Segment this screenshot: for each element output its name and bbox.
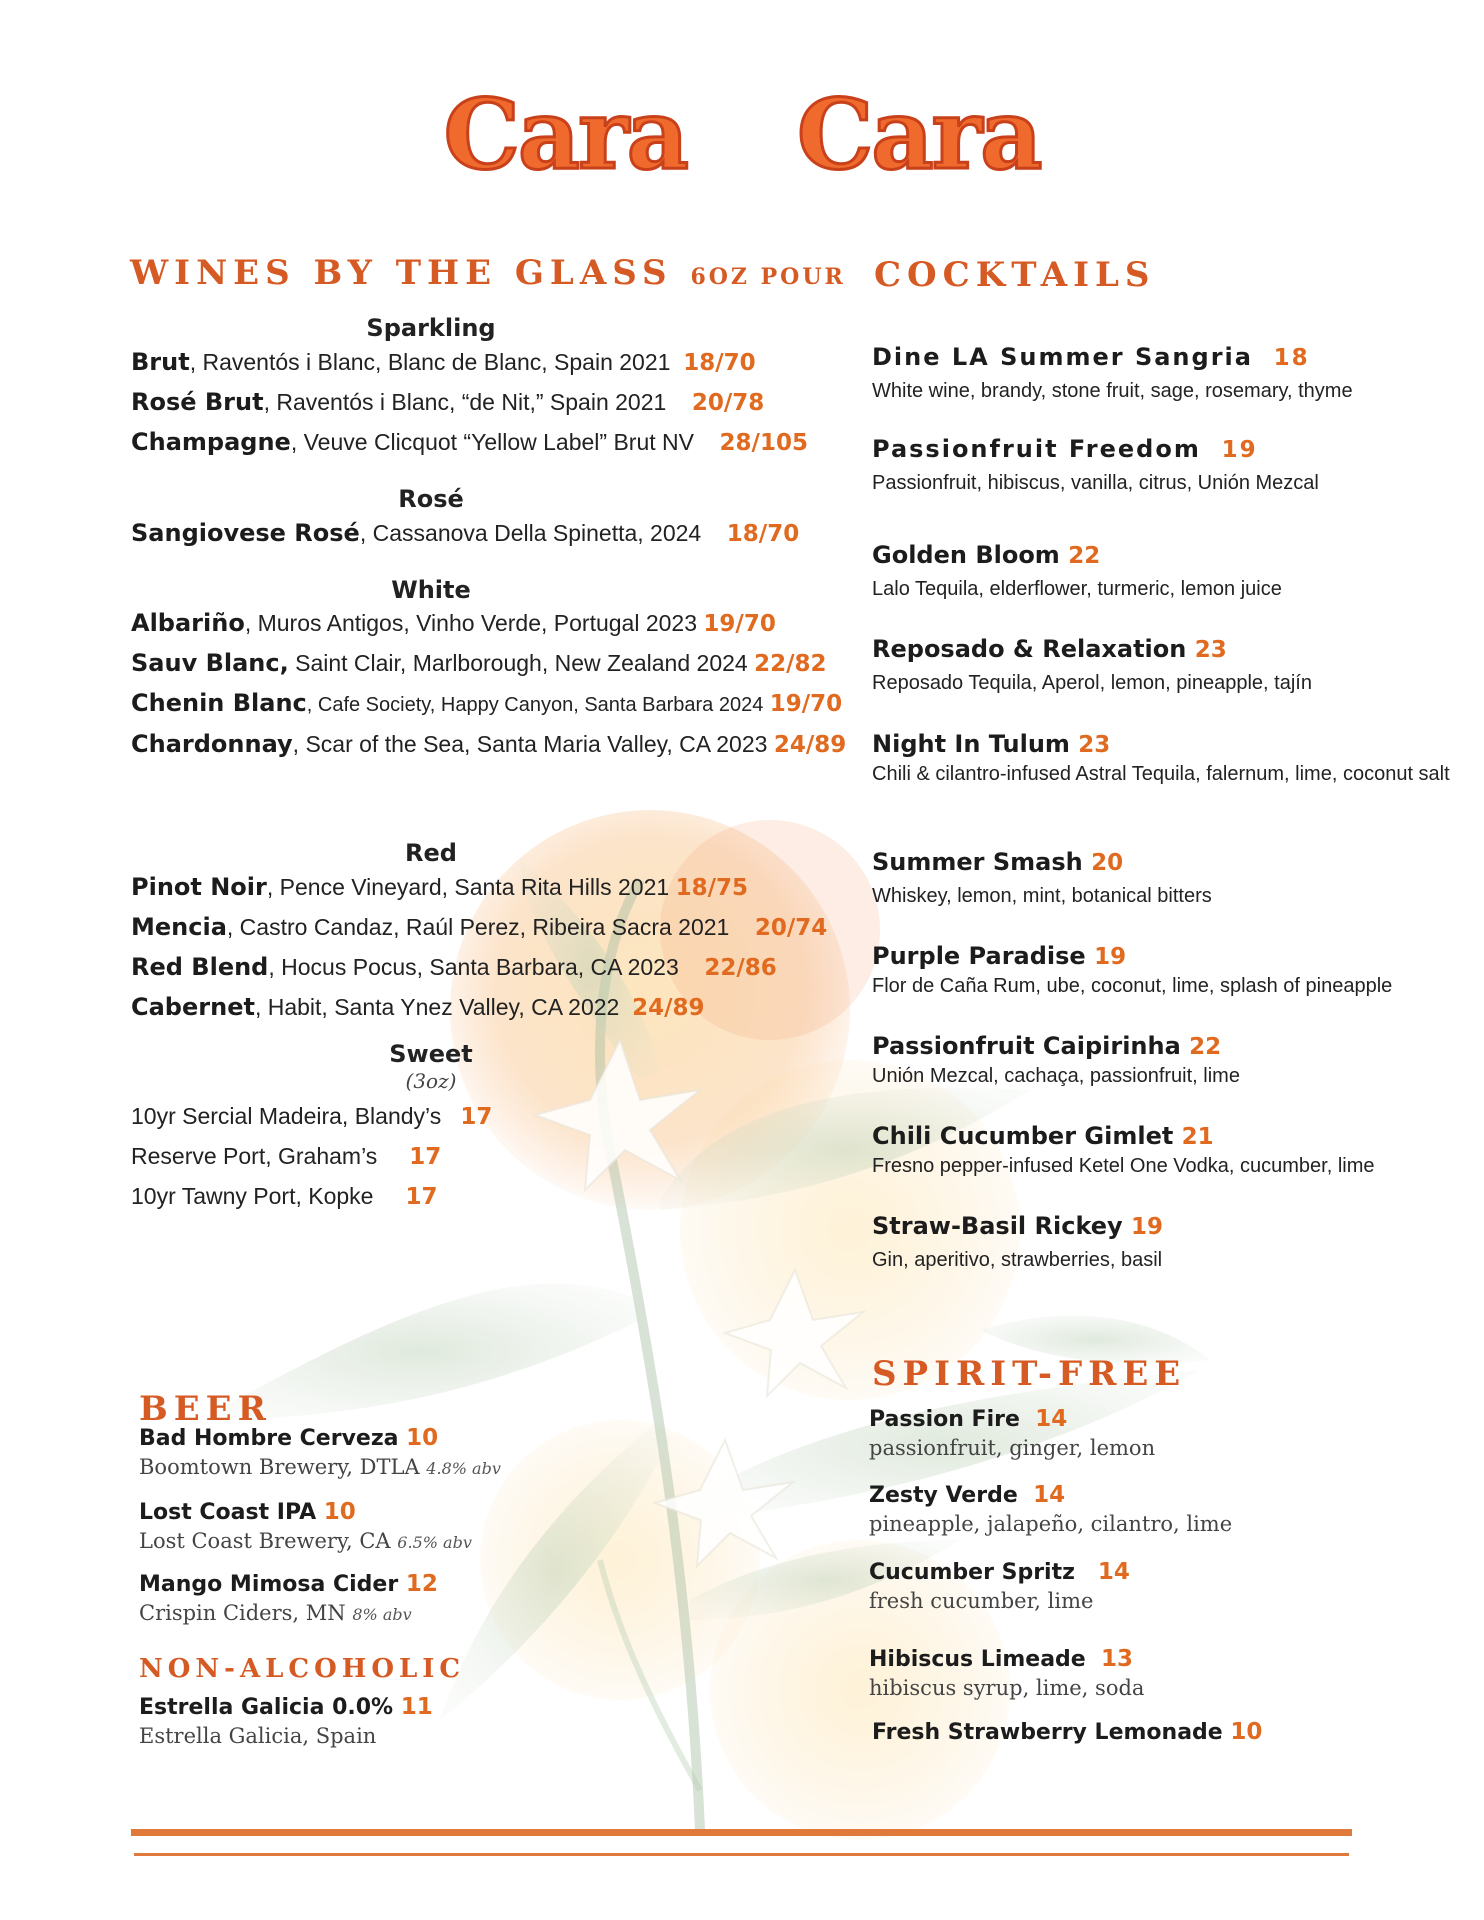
non-alcoholic-item: Estrella Galicia 0.0% 11 Estrella Galicia, Spain: [139, 1694, 433, 1748]
wine-item: Albariño, Muros Antigos, Vinho Verde, Portugal 2023 19/70: [131, 609, 776, 638]
wines-heading-pour: 6OZ POUR: [690, 264, 846, 290]
beer-item: Mango Mimosa Cider 12 Crispin Ciders, MN 8% abv: [139, 1571, 438, 1625]
spirit-free-item: Fresh Strawberry Lemonade 10: [872, 1719, 1263, 1745]
wines-list: [131, 314, 851, 1217]
spirit-free-heading: SPIRIT-FREE: [872, 1354, 1187, 1394]
sparkling-title: Sparkling: [366, 314, 496, 342]
restaurant-logo: [0, 78, 1484, 191]
footer-rule-thick: [131, 1829, 1352, 1836]
cocktail-item: Dine LA Summer Sangria 18 White wine, brandy, stone fruit, sage, rosemary, thyme: [872, 343, 1353, 402]
wine-item: Rosé Brut, Raventós i Blanc, “de Nit,” Spain 2021 20/78: [131, 387, 765, 416]
wine-item: Sangiovese Rosé, Cassanova Della Spinetta, 2024 18/70: [131, 518, 800, 547]
rose-title: Rosé: [398, 484, 464, 513]
wine-item: 10yr Tawny Port, Kopke 17: [131, 1182, 438, 1210]
wine-item: Cabernet, Habit, Santa Ynez Valley, CA 2022 24/89: [131, 993, 705, 1022]
wines-heading-title: WINES BY THE GLASS: [130, 253, 673, 293]
beer-heading: BEER: [139, 1389, 272, 1429]
cocktail-item: Purple Paradise 19 Flor de Caña Rum, ube, coconut, lime, splash of pineapple: [872, 942, 1393, 997]
spirit-free-item: Zesty Verde 14 pineapple, jalapeño, cilantro, lime: [869, 1482, 1233, 1536]
cocktail-item: Passionfruit Caipirinha 22 Unión Mezcal, cachaça, passionfruit, lime: [872, 1032, 1240, 1087]
white-title: White: [391, 575, 471, 604]
logo-word-1: Cara: [443, 78, 687, 191]
logo-word-2: Cara: [797, 78, 1041, 191]
wine-item: Brut, Raventós i Blanc, Blanc de Blanc, Spain 2021 18/70: [131, 347, 756, 376]
spirit-free-item: Cucumber Spritz 14 fresh cucumber, lime: [869, 1559, 1130, 1613]
spirit-free-item: Passion Fire 14 passionfruit, ginger, lemon: [869, 1406, 1156, 1460]
wines-heading: [130, 253, 846, 293]
cocktails-heading: COCKTAILS: [874, 255, 1156, 295]
wine-item: Champagne, Veuve Clicquot “Yellow Label” Brut NV 28/105: [131, 427, 808, 456]
spirit-free-item: Hibiscus Limeade 13 hibiscus syrup, lime, soda: [869, 1646, 1145, 1700]
cocktail-item: Night In Tulum 23 Chili & cilantro-infused Astral Tequila, falernum, lime, coconut salt: [872, 730, 1450, 785]
footer-rule-thin: [134, 1853, 1349, 1856]
non-alcoholic-heading: NON-ALCOHOLIC: [139, 1654, 466, 1684]
cocktail-item: Golden Bloom 22 Lalo Tequila, elderflower, turmeric, lemon juice: [872, 541, 1282, 600]
wine-item: Reserve Port, Graham’s 17: [131, 1142, 442, 1170]
sweet-title: Sweet: [389, 1040, 473, 1069]
cocktail-item: Summer Smash 20 Whiskey, lemon, mint, botanical bitters: [872, 848, 1212, 907]
cocktail-item: Straw-Basil Rickey 19 Gin, aperitivo, strawberries, basil: [872, 1212, 1164, 1271]
cocktail-item: Passionfruit Freedom 19 Passionfruit, hibiscus, vanilla, citrus, Unión Mezcal: [872, 435, 1319, 494]
wine-item: Chardonnay, Scar of the Sea, Santa Maria Valley, CA 2023 24/89: [131, 730, 847, 759]
beer-item: Lost Coast IPA 10 Lost Coast Brewery, CA 6.5% abv: [139, 1499, 472, 1553]
beer-item: Bad Hombre Cerveza 10 Boomtown Brewery, DTLA 4.8% abv: [139, 1425, 501, 1479]
wine-item: Pinot Noir, Pence Vineyard, Santa Rita Hills 2021 18/75: [131, 873, 748, 902]
sweet-pour-note: (3oz): [405, 1068, 457, 1093]
cocktail-item: Reposado & Relaxation 23 Reposado Tequila, Aperol, lemon, pineapple, tajín: [872, 635, 1312, 694]
wine-item: Sauv Blanc, Saint Clair, Marlborough, New Zealand 2024 22/82: [131, 649, 827, 678]
wine-item: Mencia, Castro Candaz, Raúl Perez, Ribeira Sacra 2021 20/74: [131, 913, 828, 942]
red-title: Red: [405, 839, 457, 868]
cocktail-item: Chili Cucumber Gimlet 21 Fresno pepper-infused Ketel One Vodka, cucumber, lime: [872, 1122, 1375, 1177]
wine-item: Red Blend, Hocus Pocus, Santa Barbara, CA 2023 22/86: [131, 953, 777, 982]
wine-item: Chenin Blanc, Cafe Society, Happy Canyon, Santa Barbara 2024 19/70: [131, 689, 843, 718]
wine-item: 10yr Sercial Madeira, Blandy’s 17: [131, 1102, 493, 1130]
